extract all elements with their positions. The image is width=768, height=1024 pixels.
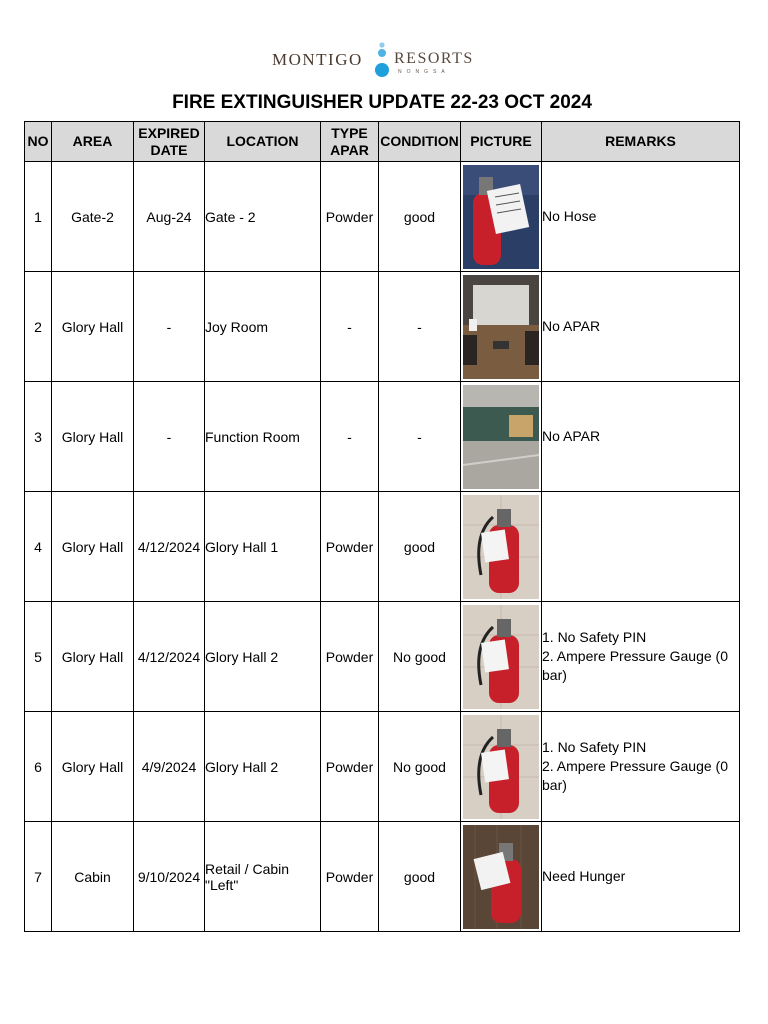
remark-line: Need Hunger xyxy=(542,868,626,884)
logo-text-montigo: MONTIGO xyxy=(272,50,363,69)
photo-image xyxy=(463,165,539,269)
cell-condition: good xyxy=(379,162,461,272)
photo-joy-room xyxy=(463,275,539,379)
cell-area: Gate-2 xyxy=(52,162,134,272)
cell-remarks xyxy=(542,492,740,602)
header-picture: PICTURE xyxy=(461,122,542,162)
cell-location: Glory Hall 2 xyxy=(205,602,321,712)
cell-no: 5 xyxy=(25,602,52,712)
cell-location: Function Room xyxy=(205,382,321,492)
cell-picture xyxy=(461,492,542,602)
photo-image xyxy=(463,825,539,929)
cell-expired-date: 9/10/2024 xyxy=(134,822,205,932)
cell-remarks xyxy=(542,382,740,492)
cell-type-apar: Powder xyxy=(321,492,379,602)
cell-expired-date: 4/12/2024 xyxy=(134,492,205,602)
header-location: LOCATION xyxy=(205,122,321,162)
extinguisher-table xyxy=(24,121,740,932)
remark-line: 2. Ampere Pressure Gauge (0 bar) xyxy=(542,648,728,683)
cell-type-apar: Powder xyxy=(321,602,379,712)
cell-type-apar: - xyxy=(321,272,379,382)
montigo-resorts-logo xyxy=(270,40,480,82)
table-row xyxy=(25,602,740,712)
photo-wall-extinguisher xyxy=(463,495,539,599)
remark-line: 2. Ampere Pressure Gauge (0 bar) xyxy=(542,758,728,793)
cell-area: Glory Hall xyxy=(52,602,134,712)
cell-remarks xyxy=(542,602,740,712)
cell-no: 7 xyxy=(25,822,52,932)
cell-location: Retail / Cabin "Left" xyxy=(205,822,321,932)
table-row xyxy=(25,382,740,492)
cell-condition: No good xyxy=(379,602,461,712)
header-area: AREA xyxy=(52,122,134,162)
photo-image xyxy=(463,715,539,819)
cell-condition: good xyxy=(379,492,461,602)
header-expired-date: EXPIRED DATE xyxy=(134,122,205,162)
cell-expired-date: - xyxy=(134,272,205,382)
remark-line: No APAR xyxy=(542,318,601,334)
photo-function-room xyxy=(463,385,539,489)
cell-condition: - xyxy=(379,272,461,382)
cell-no: 6 xyxy=(25,712,52,822)
photo-image xyxy=(463,605,539,709)
cell-area: Glory Hall xyxy=(52,492,134,602)
cell-no: 2 xyxy=(25,272,52,382)
cell-picture xyxy=(461,822,542,932)
photo-wall-extinguisher xyxy=(463,605,539,709)
cell-remarks xyxy=(542,272,740,382)
photo-wall-extinguisher xyxy=(463,715,539,819)
cell-expired-date: Aug-24 xyxy=(134,162,205,272)
cell-type-apar: Powder xyxy=(321,712,379,822)
remark-line: No APAR xyxy=(542,428,601,444)
cell-condition: No good xyxy=(379,712,461,822)
logo-text-sub: NONGSA xyxy=(398,69,450,75)
cell-expired-date: - xyxy=(134,382,205,492)
header-no: NO xyxy=(25,122,52,162)
remark-line: 1. No Safety PIN xyxy=(542,739,647,755)
page-title: FIRE EXTINGUISHER UPDATE 22-23 OCT 2024 xyxy=(172,92,592,113)
cell-type-apar: Powder xyxy=(321,822,379,932)
cell-picture xyxy=(461,712,542,822)
photo-image xyxy=(463,275,539,379)
cell-location: Gate - 2 xyxy=(205,162,321,272)
cell-condition: - xyxy=(379,382,461,492)
cell-area: Glory Hall xyxy=(52,382,134,492)
table-row xyxy=(25,492,740,602)
cell-picture xyxy=(461,602,542,712)
cell-no: 3 xyxy=(25,382,52,492)
cell-type-apar: Powder xyxy=(321,162,379,272)
remark-line: 1. No Safety PIN xyxy=(542,629,647,645)
header-type-apar: TYPE APAR xyxy=(321,122,379,162)
cell-expired-date: 4/12/2024 xyxy=(134,602,205,712)
header-condition: CONDITION xyxy=(379,122,461,162)
photo-image xyxy=(463,495,539,599)
cell-no: 1 xyxy=(25,162,52,272)
cell-remarks xyxy=(542,162,740,272)
remark-line: No Hose xyxy=(542,208,597,224)
cell-remarks xyxy=(542,712,740,822)
cell-remarks xyxy=(542,822,740,932)
cell-location: Joy Room xyxy=(205,272,321,382)
table-row xyxy=(25,162,740,272)
cell-no: 4 xyxy=(25,492,52,602)
cell-area: Glory Hall xyxy=(52,272,134,382)
photo-wood-wall-extinguisher xyxy=(463,825,539,929)
cell-area: Cabin xyxy=(52,822,134,932)
cell-picture xyxy=(461,382,542,492)
logo-text-resorts: RESORTS xyxy=(394,50,474,67)
table-header-row xyxy=(25,122,740,162)
table-row xyxy=(25,822,740,932)
cell-condition: good xyxy=(379,822,461,932)
table-row xyxy=(25,712,740,822)
photo-red-extinguisher-tag xyxy=(463,165,539,269)
cell-location: Glory Hall 1 xyxy=(205,492,321,602)
header-remarks: REMARKS xyxy=(542,122,740,162)
table-row xyxy=(25,272,740,382)
logo-dots-icon xyxy=(372,40,392,82)
cell-location: Glory Hall 2 xyxy=(205,712,321,822)
cell-picture xyxy=(461,272,542,382)
cell-picture xyxy=(461,162,542,272)
photo-image xyxy=(463,385,539,489)
cell-area: Glory Hall xyxy=(52,712,134,822)
cell-type-apar: - xyxy=(321,382,379,492)
cell-expired-date: 4/9/2024 xyxy=(134,712,205,822)
